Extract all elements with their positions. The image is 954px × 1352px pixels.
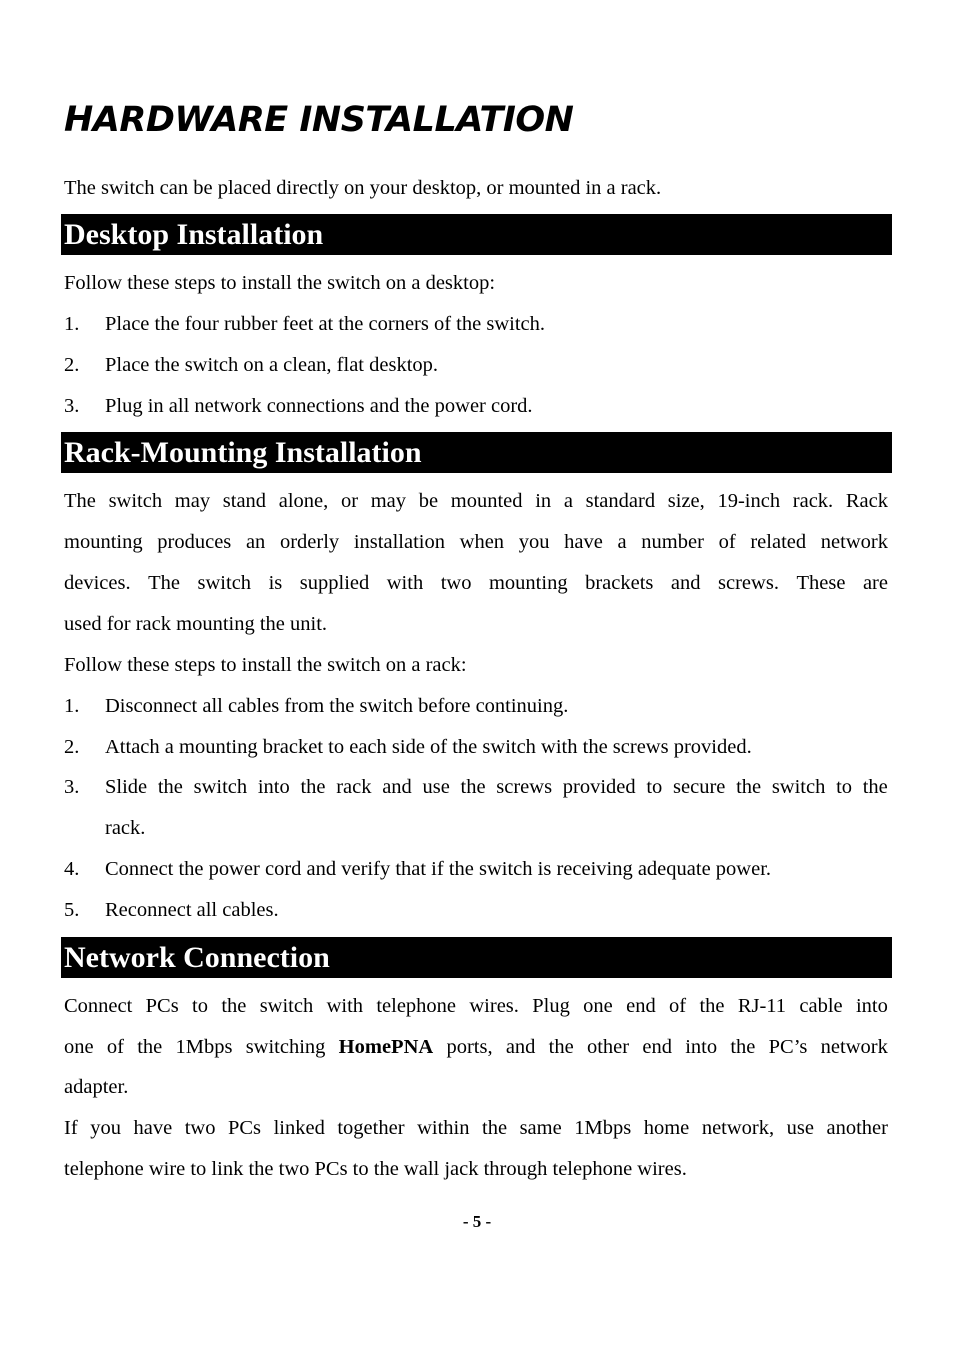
list-number: 2. bbox=[64, 736, 80, 758]
word: within bbox=[417, 1117, 470, 1139]
word: switch bbox=[771, 776, 826, 798]
word: Connect bbox=[64, 995, 133, 1017]
word: PC’s bbox=[768, 1036, 808, 1058]
list-number: 1. bbox=[64, 695, 80, 717]
intro-text: The switch can be placed directly on your desktop, or mounted in a rack. bbox=[64, 177, 662, 199]
list-number: 4. bbox=[64, 858, 80, 880]
word: the bbox=[137, 1036, 163, 1058]
word: screws bbox=[496, 776, 553, 798]
word: mounted bbox=[450, 490, 523, 512]
word: alone, bbox=[278, 490, 329, 512]
word: switch bbox=[193, 776, 248, 798]
word: related bbox=[750, 531, 807, 553]
word: cable bbox=[799, 995, 843, 1017]
list-number: 3. bbox=[64, 395, 80, 417]
word: standard bbox=[585, 490, 656, 512]
network-paragraph-line: adapter. bbox=[64, 1076, 129, 1098]
word: home bbox=[643, 1117, 690, 1139]
word: you bbox=[90, 1117, 121, 1139]
word: you bbox=[518, 531, 550, 553]
word: with bbox=[386, 572, 424, 594]
list-text: Connect the power cord and verify that if the switch is receiving adequate power. bbox=[105, 858, 772, 880]
list-text bbox=[105, 773, 888, 801]
word: end bbox=[642, 1036, 672, 1058]
word: secure bbox=[673, 776, 726, 798]
word: into bbox=[257, 776, 290, 798]
word: and bbox=[382, 776, 412, 798]
rack-paragraph-line bbox=[64, 528, 888, 556]
word: one bbox=[64, 1036, 94, 1058]
word: screws. bbox=[718, 572, 779, 594]
word: Rack bbox=[845, 490, 888, 512]
word: the bbox=[548, 1036, 574, 1058]
word: into bbox=[855, 995, 888, 1017]
word: network, bbox=[701, 1117, 775, 1139]
word: of bbox=[669, 995, 687, 1017]
word: linked bbox=[273, 1117, 325, 1139]
word: the bbox=[862, 776, 888, 798]
section-title: Desktop Installation bbox=[64, 218, 324, 251]
word: the bbox=[300, 776, 326, 798]
word: telephone bbox=[376, 995, 457, 1017]
network-paragraph-line bbox=[64, 1033, 888, 1061]
section-header-network bbox=[61, 937, 892, 978]
section-header-desktop bbox=[61, 214, 892, 255]
word: network bbox=[820, 531, 888, 553]
list-text: rack. bbox=[105, 817, 146, 839]
word: be bbox=[418, 490, 439, 512]
page-title: HARDWARE INSTALLATION bbox=[64, 100, 574, 140]
word: one bbox=[583, 995, 613, 1017]
word: network bbox=[820, 1036, 888, 1058]
list-number: 5. bbox=[64, 899, 80, 921]
section-header-rack bbox=[61, 432, 892, 473]
word: and bbox=[670, 572, 701, 594]
word: the bbox=[736, 776, 762, 798]
page-number: - 5 - bbox=[462, 1212, 492, 1231]
word: may bbox=[370, 490, 407, 512]
word: 1Mbps bbox=[574, 1117, 632, 1139]
word: have bbox=[564, 531, 603, 553]
word: orderly bbox=[279, 531, 340, 553]
word: rack. bbox=[792, 490, 834, 512]
rack-lead-text: Follow these steps to install the switch on a rack: bbox=[64, 654, 467, 676]
word: supplied bbox=[299, 572, 370, 594]
word: a bbox=[617, 531, 627, 553]
list-number: 2. bbox=[64, 354, 80, 376]
word: The bbox=[148, 572, 180, 594]
word: If bbox=[64, 1117, 78, 1139]
word: 19-inch bbox=[717, 490, 781, 512]
word: devices. bbox=[64, 572, 131, 594]
word: with bbox=[326, 995, 364, 1017]
word: stand bbox=[222, 490, 267, 512]
rack-paragraph-line: used for rack mounting the unit. bbox=[64, 613, 328, 635]
word: mounting bbox=[64, 531, 143, 553]
word: the bbox=[460, 776, 486, 798]
word: another bbox=[826, 1117, 888, 1139]
word: to bbox=[646, 776, 663, 798]
word: of bbox=[106, 1036, 124, 1058]
word: number bbox=[641, 531, 704, 553]
word: provided bbox=[562, 776, 636, 798]
network-paragraph-line bbox=[64, 1114, 888, 1142]
word: use bbox=[786, 1117, 814, 1139]
word: Plug bbox=[532, 995, 570, 1017]
network-paragraph-line: telephone wire to link the two PCs to the wall jack through telephone wires. bbox=[64, 1158, 687, 1180]
word: the bbox=[730, 1036, 756, 1058]
desktop-lead-text: Follow these steps to install the switch on a desktop: bbox=[64, 272, 496, 294]
word: the bbox=[699, 995, 725, 1017]
section-title: Network Connection bbox=[64, 941, 330, 974]
word: in bbox=[535, 490, 552, 512]
homepna-bold-text: HomePNA bbox=[338, 1036, 434, 1058]
word: an bbox=[245, 531, 266, 553]
word: other bbox=[586, 1036, 630, 1058]
word: size, bbox=[667, 490, 705, 512]
list-text: Reconnect all cables. bbox=[105, 899, 279, 921]
word: a bbox=[563, 490, 573, 512]
word: switch bbox=[197, 572, 252, 594]
word: switching bbox=[245, 1036, 326, 1058]
list-number: 1. bbox=[64, 313, 80, 335]
word: and bbox=[505, 1036, 536, 1058]
word: the bbox=[157, 776, 183, 798]
word: to bbox=[192, 995, 208, 1017]
word: or bbox=[340, 490, 359, 512]
word: the bbox=[221, 995, 247, 1017]
word: two bbox=[184, 1117, 216, 1139]
word: use bbox=[422, 776, 450, 798]
word: Slide bbox=[105, 776, 148, 798]
word: The bbox=[64, 490, 96, 512]
rack-paragraph-line bbox=[64, 569, 888, 597]
word: rack bbox=[336, 776, 372, 798]
word: may bbox=[174, 490, 211, 512]
word: same bbox=[519, 1117, 562, 1139]
word: wires. bbox=[469, 995, 519, 1017]
word: brackets bbox=[585, 572, 654, 594]
rack-paragraph-line bbox=[64, 487, 888, 515]
list-text: Plug in all network connections and the power cord. bbox=[105, 395, 533, 417]
word: to bbox=[836, 776, 853, 798]
word: when bbox=[459, 531, 505, 553]
word: together bbox=[337, 1117, 405, 1139]
word: end bbox=[626, 995, 656, 1017]
list-text: Attach a mounting bracket to each side of the switch with the screws provided. bbox=[105, 736, 752, 758]
word: installation bbox=[353, 531, 445, 553]
word: switch bbox=[259, 995, 314, 1017]
word: RJ-11 bbox=[737, 995, 787, 1017]
word: of bbox=[718, 531, 736, 553]
word: two bbox=[440, 572, 472, 594]
word: These bbox=[796, 572, 846, 594]
word: PCs bbox=[145, 995, 179, 1017]
network-paragraph-line bbox=[64, 992, 888, 1020]
word: ports, bbox=[446, 1036, 493, 1058]
list-number: 3. bbox=[64, 776, 80, 798]
list-text: Place the four rubber feet at the corners of the switch. bbox=[105, 313, 545, 335]
list-text: Place the switch on a clean, flat desktop. bbox=[105, 354, 439, 376]
section-title: Rack-Mounting Installation bbox=[64, 436, 422, 469]
word: produces bbox=[157, 531, 232, 553]
word: have bbox=[133, 1117, 173, 1139]
word: 1Mbps bbox=[175, 1036, 233, 1058]
word: mounting bbox=[488, 572, 568, 594]
word: into bbox=[685, 1036, 718, 1058]
list-text: Disconnect all cables from the switch before continuing. bbox=[105, 695, 569, 717]
word: are bbox=[862, 572, 888, 594]
word: PCs bbox=[227, 1117, 262, 1139]
word: switch bbox=[108, 490, 163, 512]
word: is bbox=[268, 572, 283, 594]
word: the bbox=[482, 1117, 508, 1139]
